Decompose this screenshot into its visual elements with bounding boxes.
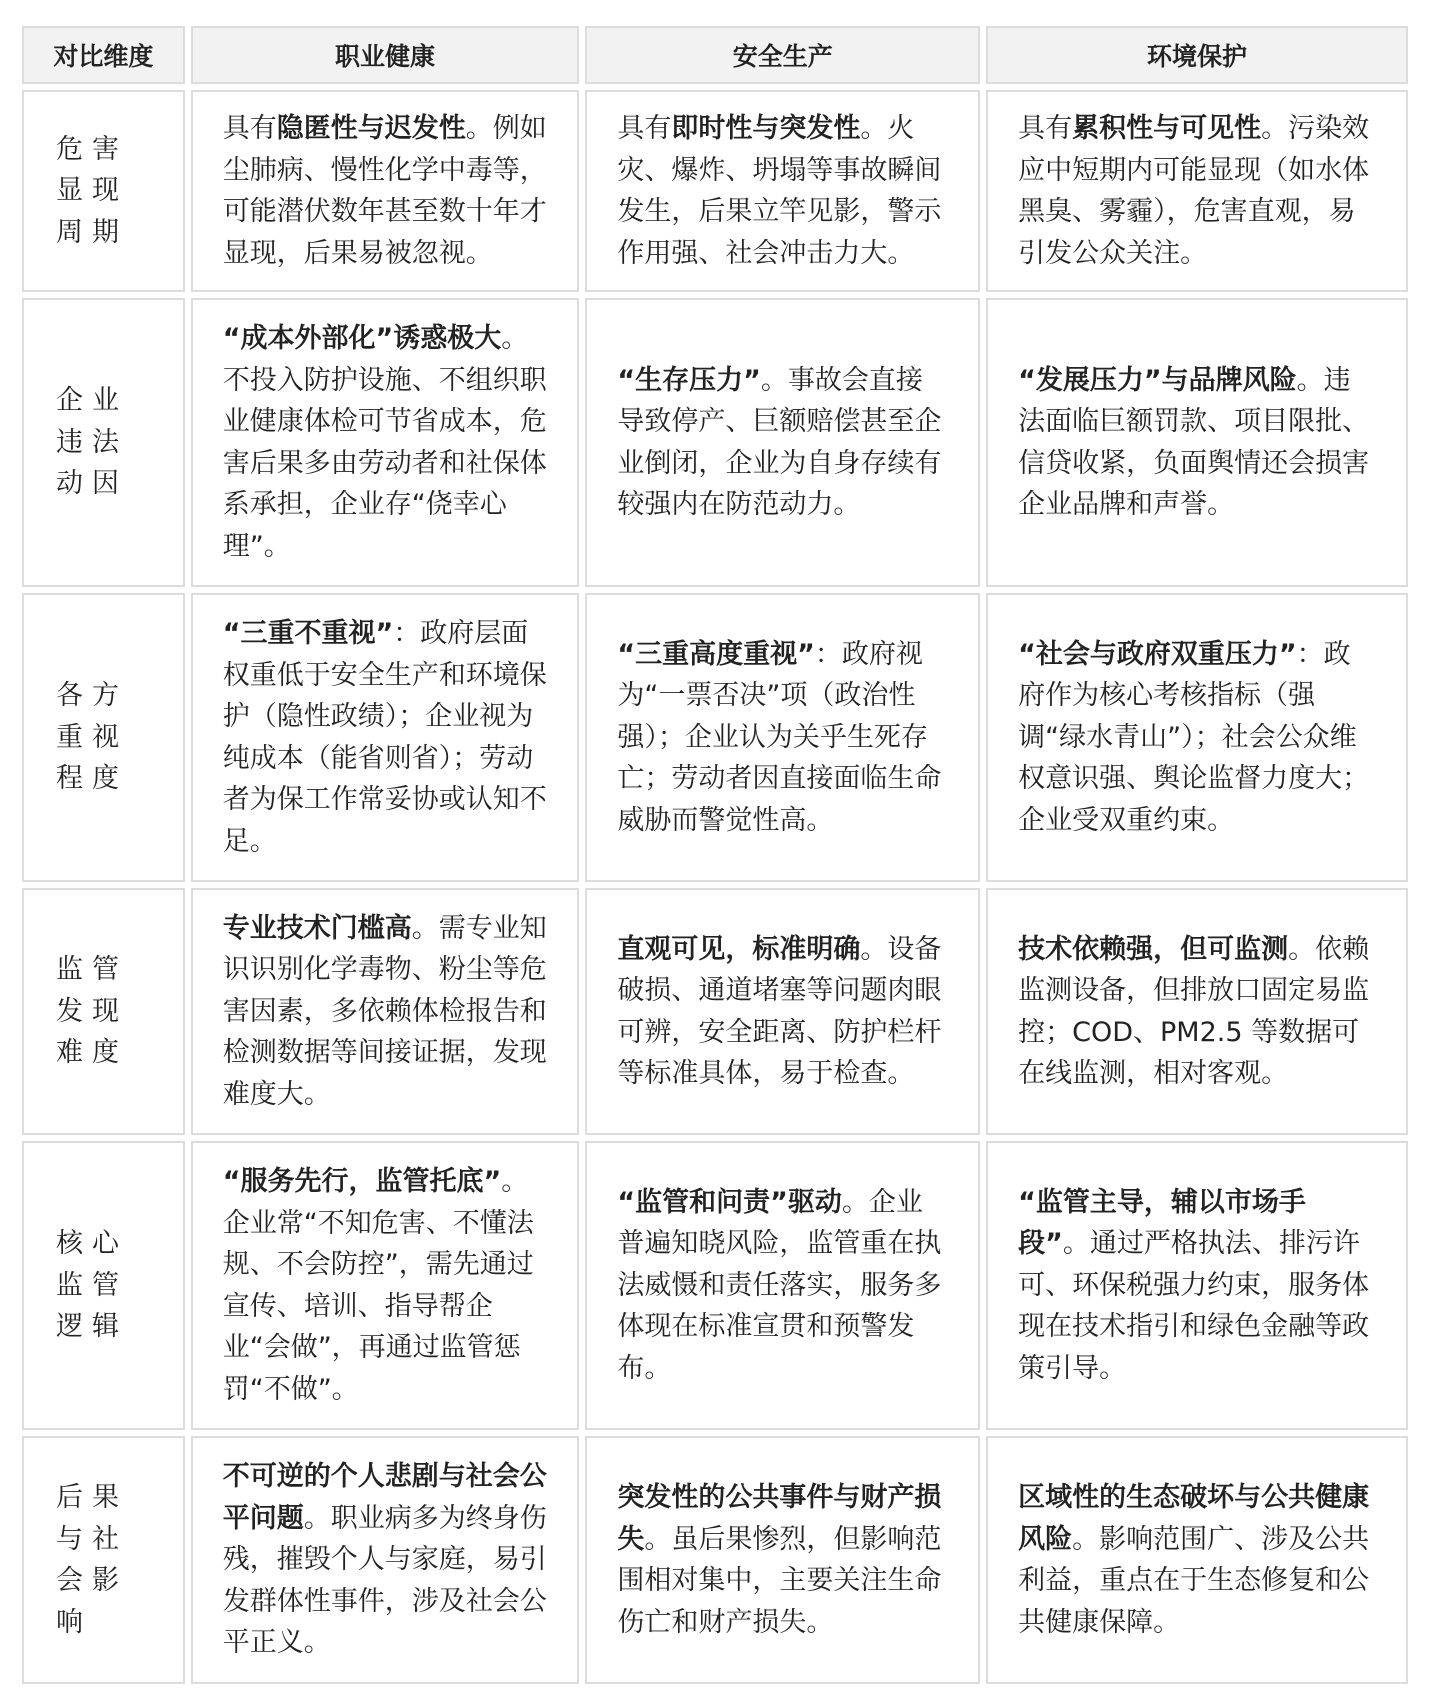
cell-safety-production: 直观可见，标准明确。设备破损、通道堵塞等问题肉眼可辨，安全距离、防护栏杆等标准具体，易于检查。 [585,888,980,1135]
header-occupational-health: 职业健康 [191,26,580,84]
cell-occupational-health: “成本外部化”诱惑极大。不投入防护设施、不组织职业健康体检可节省成本，危害后果多由劳动者和社保体系承担，企业存“侥幸心理”。 [191,298,580,587]
cell-environmental-protection: 区域性的生态破坏与公共健康风险。影响范围广、涉及公共利益，重点在于生态修复和公共健康保障。 [986,1436,1408,1684]
cell-safety-production: 具有即时性与突发性。火灾、爆炸、坍塌等事故瞬间发生，后果立竿见影，警示作用强、社会冲击力大。 [585,90,980,292]
cell-environmental-protection: “发展压力”与品牌风险。违法面临巨额罚款、项目限批、信贷收紧，负面舆情还会损害企业品牌和声誉。 [986,298,1408,587]
row-dimension: 各方重视程度 [22,593,185,882]
row-dimension: 核心监管逻辑 [22,1141,185,1430]
cell-occupational-health: 不可逆的个人悲剧与社会公平问题。职业病多为终身伤残，摧毁个人与家庭，易引发群体性事件，涉及社会公平正义。 [191,1436,580,1684]
cell-occupational-health: “服务先行，监管托底”。企业常“不知危害、不懂法规、不会防控”，需先通过宣传、培训、指导帮企业“会做”，再通过监管惩罚“不做”。 [191,1141,580,1430]
table-row [22,888,1408,1135]
row-dimension: 危害显现周期 [22,90,185,292]
cell-environmental-protection: “社会与政府双重压力”：政府作为核心考核指标（强调“绿水青山”）；社会公众维权意识强、舆论监督力度大；企业受双重约束。 [986,593,1408,882]
cell-safety-production: “生存压力”。事故会直接导致停产、巨额赔偿甚至企业倒闭，企业为自身存续有较强内在防范动力。 [585,298,980,587]
cell-safety-production: “监管和问责”驱动。企业普遍知晓风险，监管重在执法威慑和责任落实，服务多体现在标准宣贯和预警发布。 [585,1141,980,1430]
header-dimension: 对比维度 [22,26,185,84]
row-dimension: 企业违法动因 [22,298,185,587]
table-row [22,593,1408,882]
comparison-table-container [22,26,1408,1690]
table-row [22,1141,1408,1430]
table-row [22,90,1408,292]
cell-environmental-protection: 具有累积性与可见性。污染效应中短期内可能显现（如水体黑臭、雾霾），危害直观，易引发公众关注。 [986,90,1408,292]
table-row [22,1436,1408,1684]
header-safety-production: 安全生产 [585,26,980,84]
header-environmental-protection: 环境保护 [986,26,1408,84]
table-row [22,298,1408,587]
comparison-table [16,20,1414,1690]
header-row [22,26,1408,84]
row-dimension: 后果与社会影响 [22,1436,185,1684]
cell-environmental-protection: 技术依赖强，但可监测。依赖监测设备，但排放口固定易监控；COD、PM2.5 等数据可在线监测，相对客观。 [986,888,1408,1135]
cell-occupational-health: 专业技术门槛高。需专业知识识别化学毒物、粉尘等危害因素，多依赖体检报告和检测数据等间接证据，发现难度大。 [191,888,580,1135]
cell-safety-production: “三重高度重视”：政府视为“一票否决”项（政治性强）；企业认为关乎生死存亡；劳动者因直接面临生命威胁而警觉性高。 [585,593,980,882]
cell-environmental-protection: “监管主导，辅以市场手段”。通过严格执法、排污许可、环保税强力约束，服务体现在技术指引和绿色金融等政策引导。 [986,1141,1408,1430]
cell-occupational-health: 具有隐匿性与迟发性。例如尘肺病、慢性化学中毒等，可能潜伏数年甚至数十年才显现，后果易被忽视。 [191,90,580,292]
cell-occupational-health: “三重不重视”：政府层面权重低于安全生产和环境保护（隐性政绩）；企业视为纯成本（能省则省）；劳动者为保工作常妥协或认知不足。 [191,593,580,882]
cell-safety-production: 突发性的公共事件与财产损失。虽后果惨烈，但影响范围相对集中，主要关注生命伤亡和财产损失。 [585,1436,980,1684]
row-dimension: 监管发现难度 [22,888,185,1135]
